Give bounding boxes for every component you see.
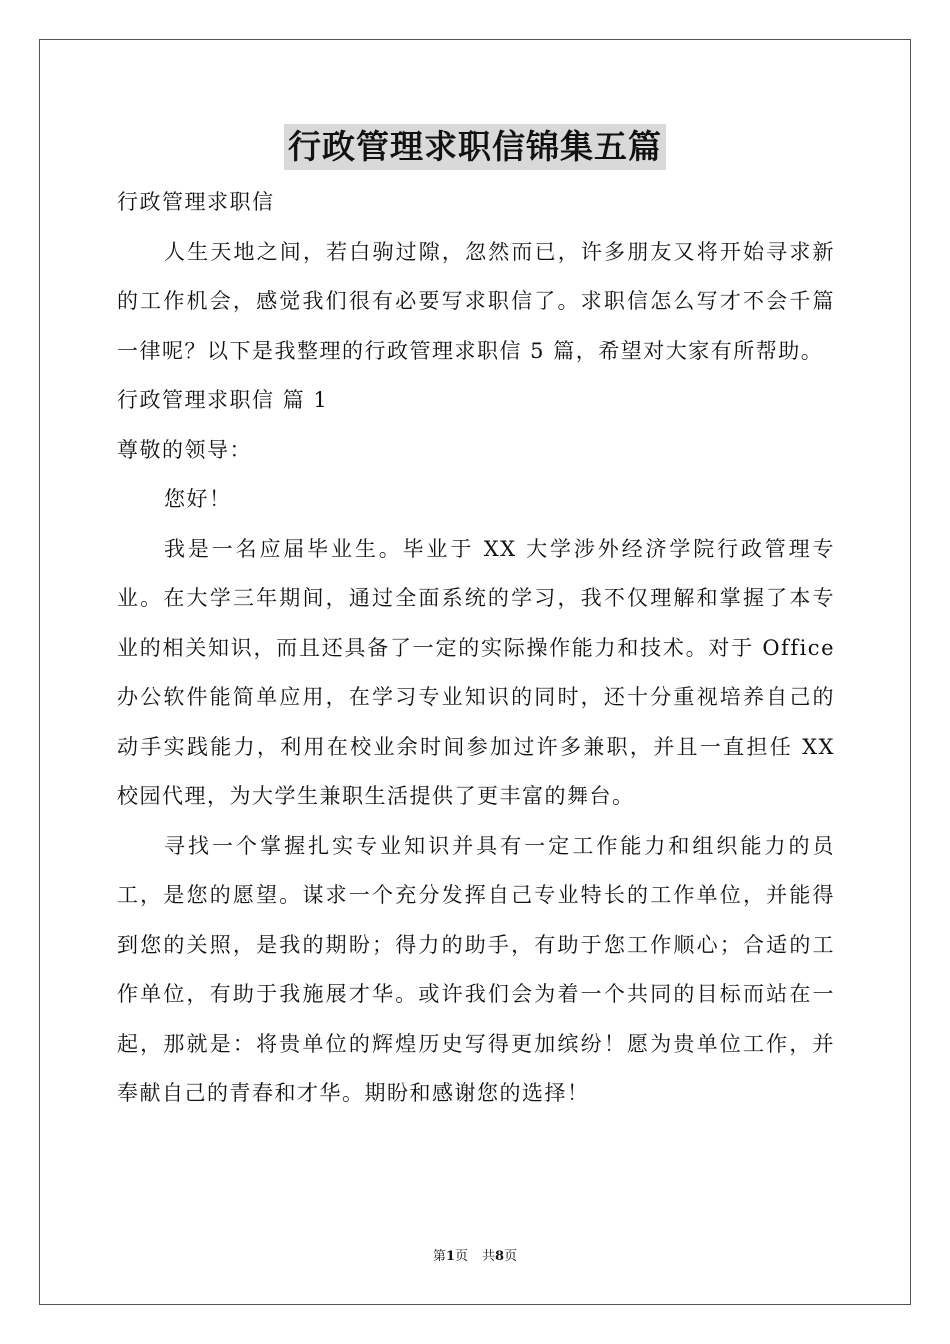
greeting: 您好！ [164, 487, 232, 511]
total-suffix: 页 [504, 1249, 518, 1264]
total-pages: 8 [495, 1249, 505, 1264]
paragraph: 人生天地之间，若白驹过隙，忽然而已，许多朋友又将开始寻求新的工作机会，感觉我们很有必要写求职信了。求职信怎么写才不会千篇一律呢？以下是我整理的行政管理求职信 5 篇，希望对大家有所帮助。 [117, 239, 835, 363]
section-heading: 行政管理求职信 篇 1 [117, 388, 329, 412]
document-body [117, 178, 835, 1119]
salutation: 尊敬的领导： [117, 437, 252, 462]
page-footer [0, 1248, 950, 1266]
paragraph: 我是一名应届毕业生。毕业于 XX 大学涉外经济学院行政管理专业。在大学三年期间，通过全面系统的学习，我不仅理解和掌握了本专业的相关知识，而且还具备了一定的实际操作能力和技术。对于 Office 办公软件能简单应用，在学习专业知识的同时，还十分重视培养自己的动手实践能力，利用在校业余时间参加过许多兼职，并且一直担任 XX 校园代理，为大学生兼职生活提供了更丰富的舞台。 [117, 536, 835, 808]
total-prefix: 共 [482, 1249, 496, 1264]
paragraph: 行政管理求职信 [117, 190, 275, 214]
title-wrap [0, 124, 950, 170]
page-number: 1 [445, 1249, 455, 1264]
page-prefix: 第 [432, 1249, 446, 1264]
paragraph: 寻找一个掌握扎实专业知识并具有一定工作能力和组织能力的员工，是您的愿望。谋求一个充分发挥自己专业特长的工作单位，并能得到您的关照，是我的期盼；得力的助手，有助于您工作顺心；合适的工作单位，有助于我施展才华。或许我们会为着一个共同的目标而站在一起，那就是：将贵单位的辉煌历史写得更加缤纷！愿为贵单位工作，并奉献自己的青春和才华。期盼和感谢您的选择！ [117, 833, 835, 1105]
page-suffix: 页 [454, 1249, 468, 1264]
document-title: 行政管理求职信锦集五篇 [284, 124, 666, 170]
